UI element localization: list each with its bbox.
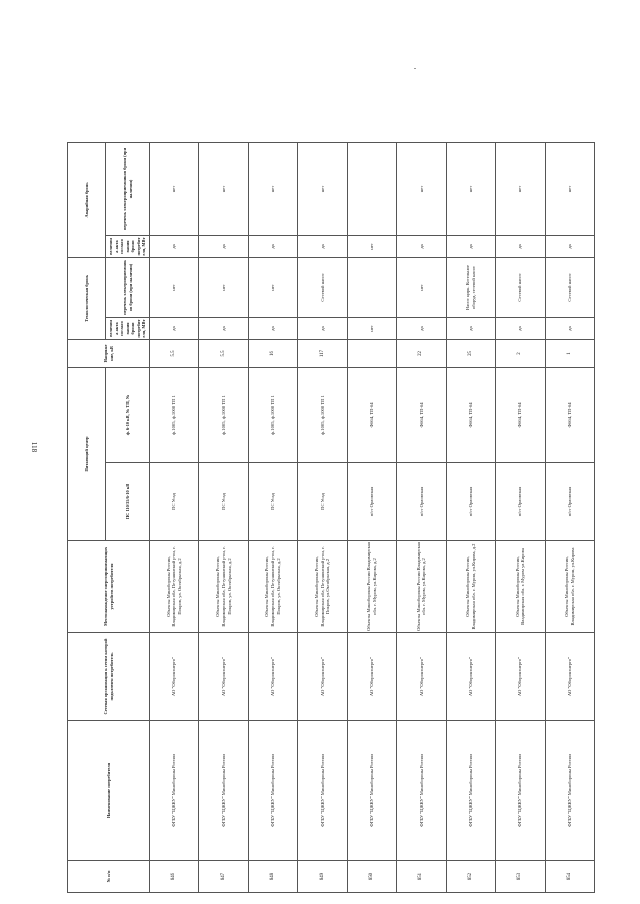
- cell-num: 854: [545, 861, 595, 893]
- cell-feeder: ф.1005, ф.1008 ТП 1: [150, 367, 199, 462]
- cell-emerg-value: да: [298, 235, 347, 257]
- cell-emerg-value: нет: [347, 235, 396, 257]
- header-org: Сетевая организация к сетям которой подключен потребитель: [68, 633, 150, 721]
- cell-consumer: ФГБУ "ЦЖКУ" Минобороны России: [199, 721, 248, 861]
- cell-emerg-list: нет: [248, 142, 297, 235]
- cell-voltage: 25: [446, 339, 495, 367]
- cell-consumer: ФГБУ "ЦЖКУ" Минобороны России: [496, 721, 545, 861]
- cell-ps: п/ст Орловская: [496, 463, 545, 541]
- cell-location: Объекты Минобороны России, Владимирская обл. г. Муром, ул.Кирова, д.2: [446, 541, 495, 633]
- cell-location: Объекты Минобороны России Владимирская обл. г. Муром, ул.Кирова, д.2: [347, 541, 396, 633]
- cell-tech-value: да: [298, 317, 347, 339]
- cell-org: АО "Оборонэнерго": [199, 633, 248, 721]
- cell-emerg-value: да: [545, 235, 595, 257]
- header-consumer: Наименование потребителя: [68, 721, 150, 861]
- header-emerg-list: перечень электроприемников брони (при наличии): [106, 142, 150, 235]
- header-tech-value: величина акта согласо вания брони потребит еля, МВт: [106, 317, 150, 339]
- cell-consumer: ФГБУ "ЦЖКУ" Минобороны России: [397, 721, 446, 861]
- cell-org: АО "Оборонэнерго": [298, 633, 347, 721]
- scan-speck: [414, 68, 416, 69]
- cell-feeder: Ф664, ТП-64: [446, 367, 495, 462]
- cell-feeder: Ф664, ТП-64: [496, 367, 545, 462]
- cell-voltage: 5.5: [199, 339, 248, 367]
- cell-tech-list: нет: [248, 257, 297, 317]
- header-location: Местонахождение энергопринимающих устройств потребителя: [68, 541, 150, 633]
- cell-org: АО "Оборонэнерго": [545, 633, 595, 721]
- cell-tech-list: Сетевой насос: [298, 257, 347, 317]
- cell-num: 851: [397, 861, 446, 893]
- header-supply-feeder: ф. 6-10 кВ, № ТП, №: [106, 367, 150, 462]
- cell-org: АО "Оборонэнерго": [248, 633, 297, 721]
- cell-emerg-value: да: [199, 235, 248, 257]
- cell-tech-list: Насос цирк. Котельное оборуд. сетевой насос: [446, 257, 495, 317]
- cell-feeder: Ф664, ТП-64: [545, 367, 595, 462]
- cell-feeder: ф.1005, ф.1008 ТП 1: [248, 367, 297, 462]
- page-number: 118: [30, 441, 39, 453]
- cell-voltage: 22: [397, 339, 446, 367]
- header-num: № п/п: [68, 861, 150, 893]
- cell-emerg-list: нет: [545, 142, 595, 235]
- header-supply-center: Питающий центр: [68, 367, 106, 540]
- cell-ps: п/ст Орловская: [397, 463, 446, 541]
- cell-tech-value: да: [199, 317, 248, 339]
- cell-ps: п/ст Орловская: [545, 463, 595, 541]
- cell-num: 849: [298, 861, 347, 893]
- cell-tech-list: [347, 257, 396, 317]
- table-row: [347, 142, 396, 892]
- armor-table: [67, 142, 595, 893]
- header-tech-armor: Технологическая бронь: [68, 257, 106, 339]
- table-row: [248, 142, 297, 892]
- cell-consumer: ФГБУ "ЦЖКУ" Минобороны России: [545, 721, 595, 861]
- cell-org: АО "Оборонэнерго": [150, 633, 199, 721]
- cell-emerg-list: нет: [298, 142, 347, 235]
- cell-tech-list: Сетевой насос: [496, 257, 545, 317]
- cell-consumer: ФГБУ "ЦЖКУ" Минобороны России: [248, 721, 297, 861]
- cell-voltage: 5.5: [150, 339, 199, 367]
- table-row: [397, 142, 446, 892]
- table-row: [545, 142, 595, 892]
- cell-tech-list: нет: [199, 257, 248, 317]
- table-row: [199, 142, 248, 892]
- cell-tech-list: нет: [397, 257, 446, 317]
- header-voltage: Напряже ние, кВ: [68, 339, 150, 367]
- cell-ps: ПС Усад: [150, 463, 199, 541]
- table-row: [446, 142, 495, 892]
- table-row: [150, 142, 199, 892]
- cell-voltage: [347, 339, 396, 367]
- cell-ps: п/ст Орловская: [446, 463, 495, 541]
- cell-emerg-value: да: [248, 235, 297, 257]
- cell-emerg-list: нет: [397, 142, 446, 235]
- cell-org: АО "Оборонэнерго": [446, 633, 495, 721]
- cell-emerg-list: [347, 142, 396, 235]
- cell-emerg-value: да: [496, 235, 545, 257]
- cell-tech-list: Сетевой насос: [545, 257, 595, 317]
- cell-tech-value: да: [545, 317, 595, 339]
- cell-voltage: 2: [496, 339, 545, 367]
- cell-location: Объекты Минобороны России, Владимирская обл, Петушинский р-он, г. Покров, ул. Октябрьская, д.2: [150, 541, 199, 633]
- cell-location: Объекты Минобороны России, Владимирская обл. г. Муром, ул.Кирова: [545, 541, 595, 633]
- header-supply-ps: ПС 110/35/6-10 кВ: [106, 463, 150, 541]
- header-emerg-armor: Аварийная бронь: [68, 142, 106, 257]
- cell-tech-value: нет: [347, 317, 396, 339]
- cell-org: АО "Оборонэнерго": [397, 633, 446, 721]
- header-tech-list: перечень электроприемник ов брони (при наличии): [106, 257, 150, 317]
- cell-location: Объекты Минобороны России Владимирская обл. г. Муром, ул.Кирова, д.2: [397, 541, 446, 633]
- cell-location: Объекты Минобороны России, Владимирская обл. г. Муром ул.Кирова: [496, 541, 545, 633]
- cell-ps: ПС Усад: [298, 463, 347, 541]
- cell-ps: ПС Усад: [199, 463, 248, 541]
- cell-voltage: 1: [545, 339, 595, 367]
- cell-num: 848: [248, 861, 297, 893]
- cell-num: 850: [347, 861, 396, 893]
- cell-consumer: ФГБУ "ЦЖКУ" Минобороны России: [298, 721, 347, 861]
- cell-emerg-list: нет: [150, 142, 199, 235]
- cell-location: Объекты Минобороны России, Владимирская обл, Петушинский р-он, г. Покров, ул.Октябрьская, д.2: [298, 541, 347, 633]
- cell-org: АО "Оборонэнерго": [347, 633, 396, 721]
- cell-emerg-list: нет: [446, 142, 495, 235]
- table-row: [496, 142, 545, 892]
- cell-emerg-value: да: [446, 235, 495, 257]
- table-container: [67, 143, 595, 893]
- cell-feeder: ф.1005, ф.1008 ТП 1: [298, 367, 347, 462]
- cell-num: 853: [496, 861, 545, 893]
- cell-tech-list: нет: [150, 257, 199, 317]
- cell-feeder: ф.1005, ф.1008 ТП 1: [199, 367, 248, 462]
- cell-emerg-value: да: [150, 235, 199, 257]
- cell-tech-value: да: [496, 317, 545, 339]
- cell-emerg-list: нет: [496, 142, 545, 235]
- cell-num: 846: [150, 861, 199, 893]
- cell-ps: ПС Усад: [248, 463, 297, 541]
- table-row: [298, 142, 347, 892]
- cell-feeder: Ф664, ТП-64: [347, 367, 396, 462]
- cell-ps: п/ст Орловская: [347, 463, 396, 541]
- cell-emerg-value: да: [397, 235, 446, 257]
- cell-tech-value: да: [248, 317, 297, 339]
- cell-tech-value: да: [150, 317, 199, 339]
- header-emerg-value: величина акта согласо вания брони потребит еля, МВт: [106, 235, 150, 257]
- cell-org: АО "Оборонэнерго": [496, 633, 545, 721]
- cell-num: 852: [446, 861, 495, 893]
- cell-tech-value: да: [397, 317, 446, 339]
- cell-consumer: ФГБУ "ЦЖКУ" Минобороны России: [446, 721, 495, 861]
- cell-consumer: ФГБУ "ЦЖКУ" Минобороны России: [347, 721, 396, 861]
- cell-feeder: Ф664, ТП-64: [397, 367, 446, 462]
- cell-consumer: ФГБУ "ЦЖКУ" Минобороны России: [150, 721, 199, 861]
- cell-location: Объекты Минобороны России, Владимирская обл, Петушинский р-он, г. Покров, ул. Октябрьская, д.2: [199, 541, 248, 633]
- cell-num: 847: [199, 861, 248, 893]
- cell-tech-value: да: [446, 317, 495, 339]
- cell-location: Объекты Минобороны России, Владимирская обл, Петушинский р-он, г. Покров, ул. Октябрьская, д.2: [248, 541, 297, 633]
- cell-voltage: 117: [298, 339, 347, 367]
- cell-emerg-list: нет: [199, 142, 248, 235]
- cell-voltage: 16: [248, 339, 297, 367]
